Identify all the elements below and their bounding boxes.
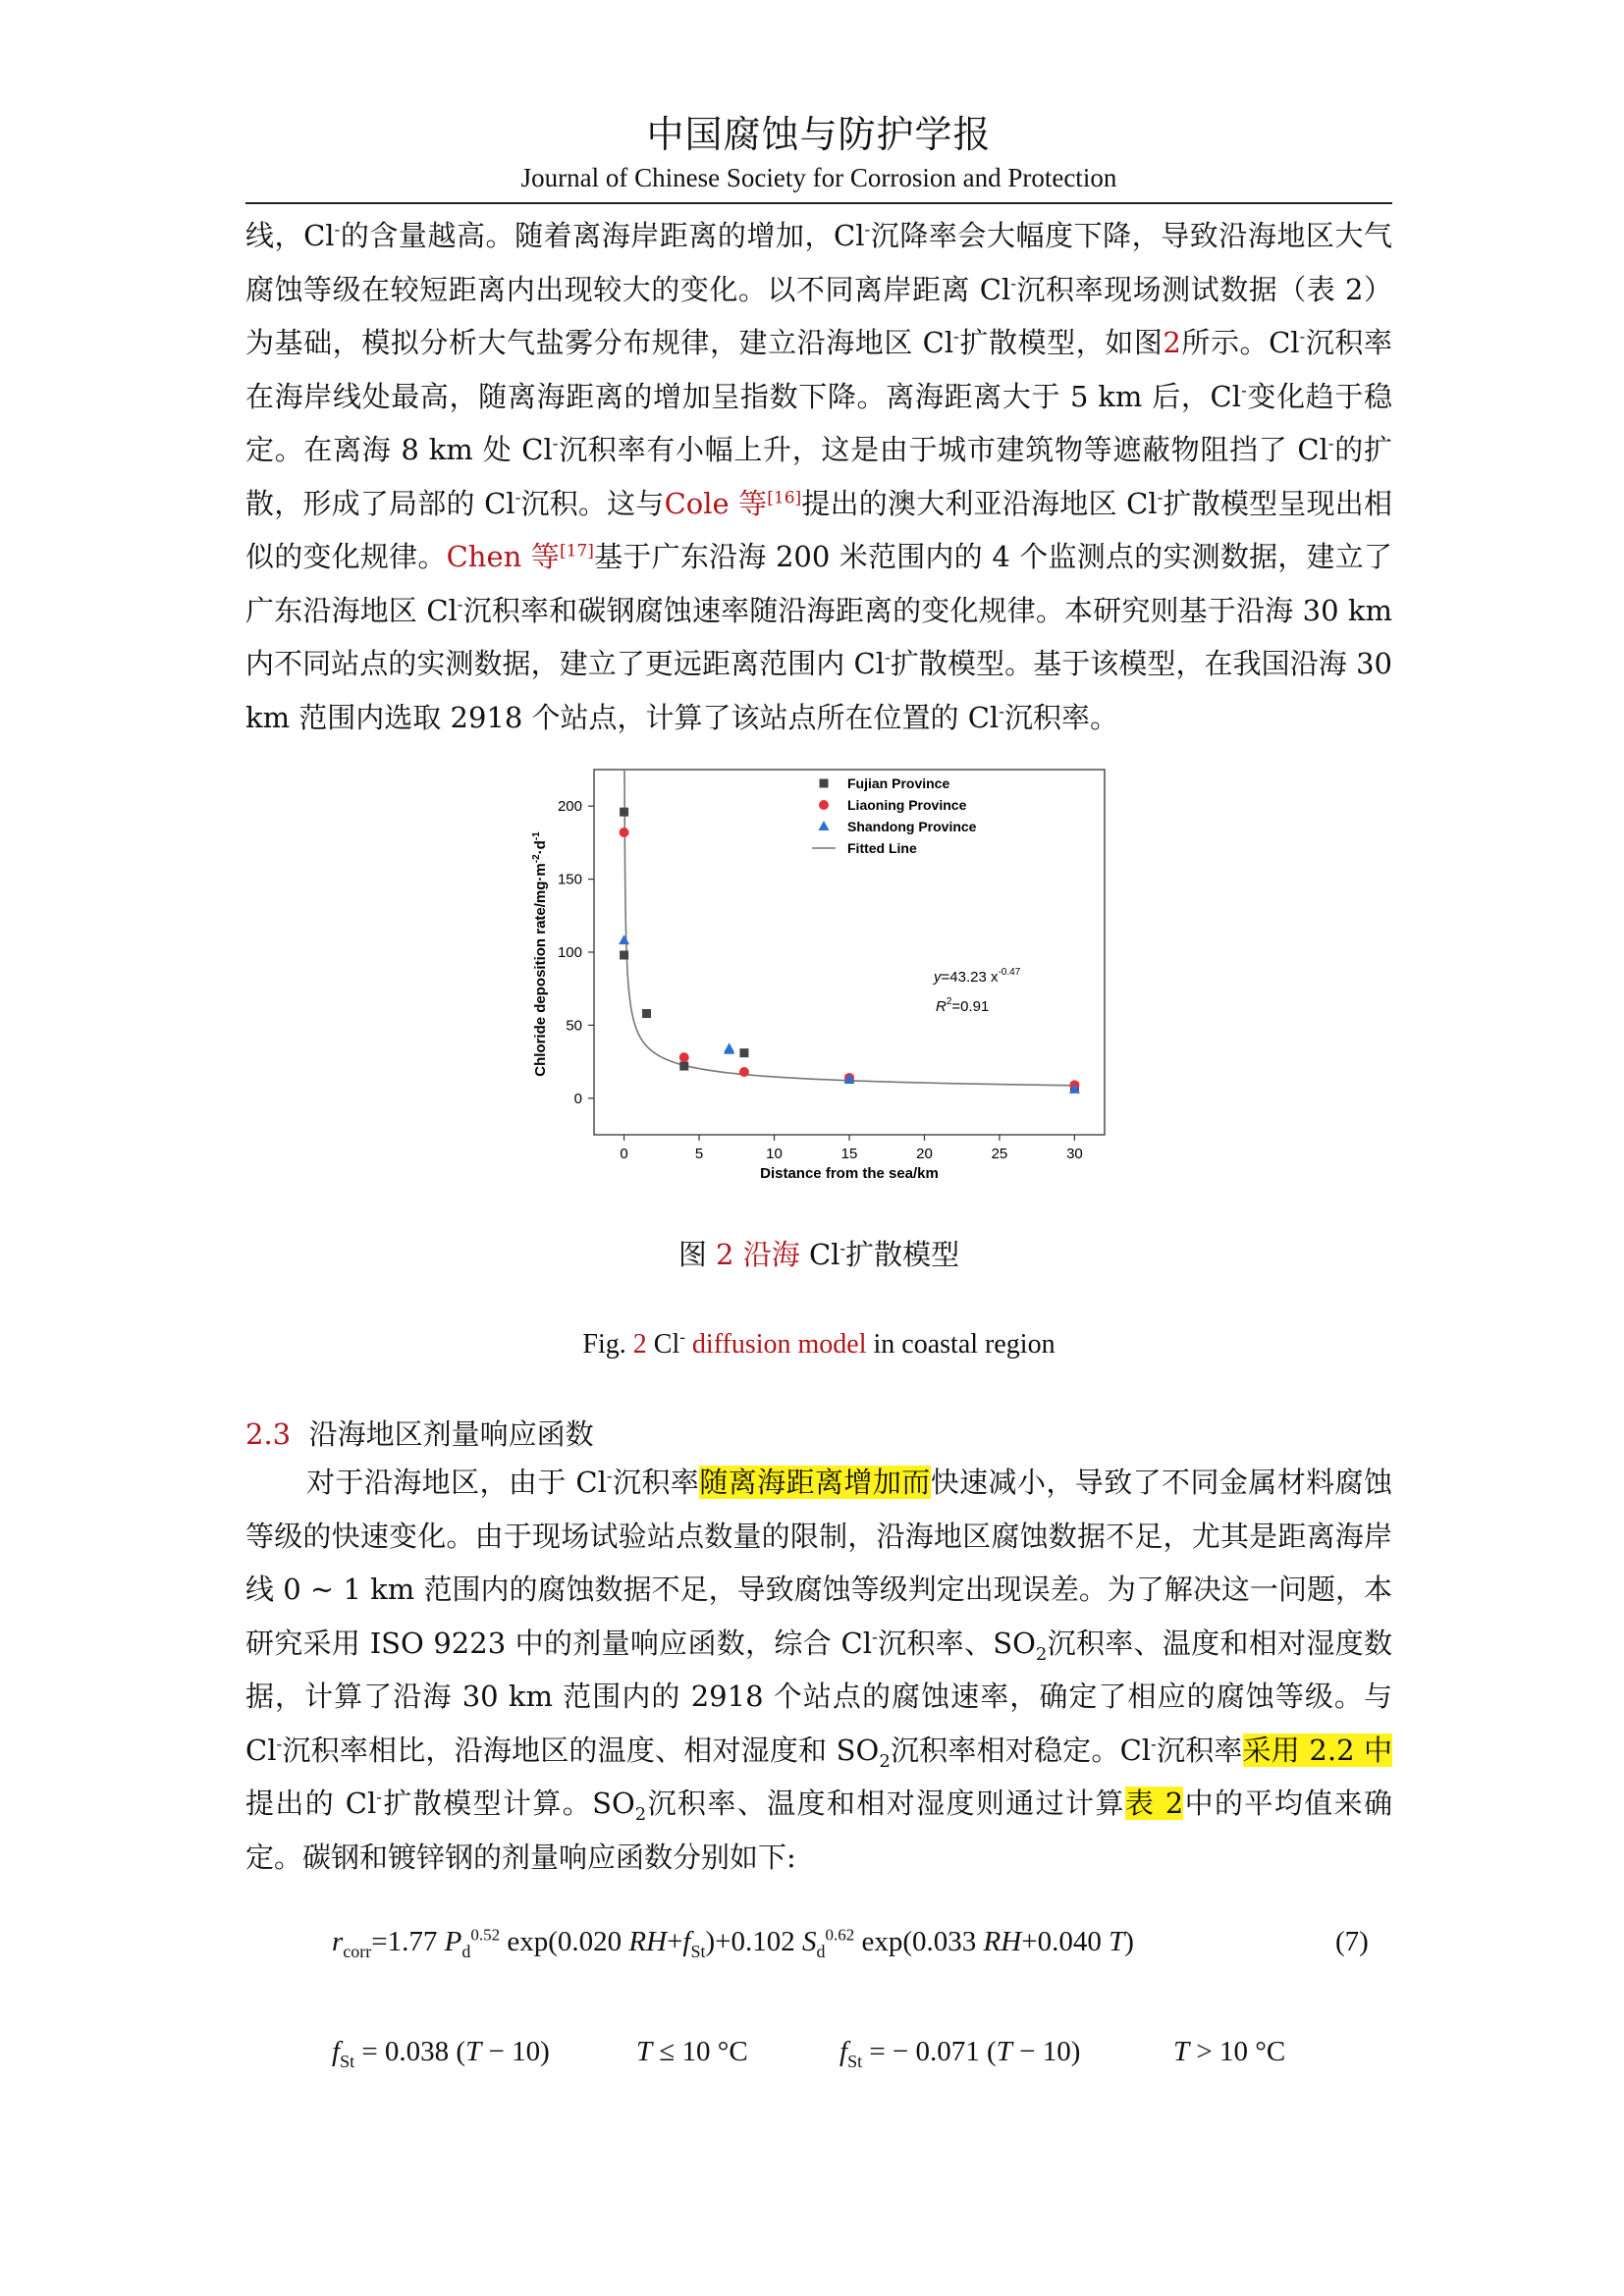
data-point-triangle bbox=[619, 934, 629, 944]
data-point-square bbox=[620, 950, 628, 959]
highlight-1: 随离海距离增加而 bbox=[699, 1466, 931, 1499]
body-paragraph-2: 对于沿海地区，由于 Cl-沉积率随离海距离增加而快速减小，导致了不同金属材料腐蚀等级的快速变化。由于现场试验站点数量的限制，沿海地区腐蚀数据不足，尤其是距离海岸线 0 ~ 1 km 范围内的腐蚀数据不足，导致腐蚀等级判定出现误差。为了解决这一问题，本研究采用 ISO 9223 中的剂量响应函数，综合 Cl-沉积率、$SO_2$沉积率、温度和相对湿度数据，计算了沿海 30 km 范围内的 2918 个站点的腐蚀速率，确定了相应的腐蚀等级。与 Cl-沉积率相比，沿海地区的温度、相对湿度和 $SO_2$沉积率相对稳定。Cl-沉积率采用 2.2 中提出的 Cl-扩散模型计算。$SO_2$沉积率、温度和相对湿度则通过计算表 2中的平均值来确定。碳钢和镀锌钢的剂量响应函数分别如下: bbox=[245, 1466, 1392, 1874]
equation-8-case-2: $f_{St}$ = − 0.071 (T − 10) bbox=[839, 2036, 1081, 2071]
y-tick-label: 0 bbox=[573, 1090, 582, 1107]
y-axis-label: Chloride deposition rate/$mg\cdot m^{-2}\cdot d^{-1}$ bbox=[531, 831, 549, 1077]
x-tick-label: 5 bbox=[694, 1146, 704, 1162]
figure-number-en[interactable]: 2 bbox=[632, 1329, 647, 1360]
figure-reference-link[interactable]: 2 bbox=[1163, 326, 1181, 359]
legend-marker-triangle bbox=[819, 821, 830, 830]
legend-label: Shandong Province bbox=[847, 819, 977, 834]
data-point-square bbox=[642, 1009, 651, 1018]
legend-label: Fujian Province bbox=[847, 775, 950, 791]
equation-8-condition-2: T > 10 °C bbox=[1173, 2036, 1286, 2067]
citation-chen[interactable]: Chen 等[17] bbox=[446, 540, 594, 573]
x-tick-label: 20 bbox=[916, 1146, 933, 1162]
x-axis-label: Distance from the sea/km bbox=[760, 1165, 939, 1182]
equation-7: $r_{corr}=1.77$ $P_d^{0.52}$ exp(0.020 $RH+f_{St})+0.102$ $S_d^{0.62}$ exp(0.033 RH+0.040 T) bbox=[332, 1925, 1134, 1961]
fit-equation: y=43.23 $x^{-0.47}$ bbox=[934, 967, 1021, 986]
data-point-triangle bbox=[724, 1044, 734, 1054]
data-point-circle bbox=[620, 828, 629, 837]
section-number: 2.3 bbox=[245, 1417, 292, 1451]
x-tick-label: 0 bbox=[620, 1146, 628, 1162]
y-tick-label: 150 bbox=[557, 871, 582, 888]
data-point-circle bbox=[739, 1067, 749, 1077]
figure-caption-cn: 图 2 沿海 Cl-扩散模型 bbox=[677, 1238, 960, 1271]
data-point-circle bbox=[679, 1052, 689, 1062]
fitted-line bbox=[624, 770, 1075, 1086]
equation-8-case-1: $f_{St} = 0.038$ (T − 10) bbox=[332, 2036, 550, 2071]
section-heading bbox=[245, 1415, 594, 1454]
body-paragraph-1: 线，Cl-的含量越高。随着离海岸距离的增加，Cl-沉降率会大幅度下降，导致沿海地区大气腐蚀等级在较短距离内出现较大的变化。以不同离岸距离 Cl-沉积率现场测试数据（表 2）为基础，模拟分析大气盐雾分布规律，建立沿海地区 Cl-扩散模型，如图2所示。Cl-沉积率在海岸线处最高，随离海距离的增加呈指数下降。离海距离大于 5 km 后，Cl-变化趋于稳定。在离海 8 km 处 Cl-沉积率有小幅上升，这是由于城市建筑物等遮蔽物阻挡了 Cl-的扩散，形成了局部的 Cl-沉积。这与Cole 等[16]提出的澳大利亚沿海地区 Cl-扩散模型呈现出相似的变化规律。Chen 等[17]基于广东沿海 200 米范围内的 4 个监测点的实测数据，建立了广东沿海地区 Cl-沉积率和碳钢腐蚀速率随沿海距离的变化规律。本研究则基于沿海 30 km 内不同站点的实测数据，建立了更远距离范围内 Cl-扩散模型。基于该模型，在我国沿海 30 km 范围内选取 2918 个站点，计算了该站点所在位置的 Cl-沉积率。 bbox=[245, 219, 1392, 734]
x-axis-ticks bbox=[620, 1135, 1082, 1162]
citation-cole[interactable]: Cole 等[16] bbox=[664, 486, 802, 520]
header-rule bbox=[245, 202, 1392, 204]
journal-title-en: Journal of Chinese Society for Corrosion and Protection bbox=[520, 163, 1117, 192]
y-tick-label: 50 bbox=[566, 1017, 582, 1035]
legend-marker-circle bbox=[819, 800, 829, 810]
data-point-square bbox=[739, 1048, 748, 1057]
y-axis-ticks bbox=[558, 798, 594, 1107]
x-tick-label: 10 bbox=[766, 1146, 783, 1162]
equation-8-condition-1: T ≤ 10 °C bbox=[636, 2036, 748, 2067]
equation-number: (7) bbox=[1335, 1926, 1369, 1957]
figure-number-cn[interactable]: 2 bbox=[716, 1238, 734, 1271]
data-point-square bbox=[679, 1062, 688, 1071]
legend-label: Fitted Line bbox=[847, 840, 917, 856]
section-title: 沿海地区剂量响应函数 bbox=[308, 1417, 594, 1451]
x-tick-label: 15 bbox=[840, 1146, 858, 1162]
data-point-square bbox=[620, 808, 628, 817]
figure-2-chart bbox=[515, 758, 1124, 1190]
figure-caption-en: Fig. 2 Cl- diffusion model in coastal region bbox=[582, 1327, 1056, 1360]
running-header bbox=[245, 110, 1392, 194]
chart-legend bbox=[812, 775, 977, 856]
x-tick-label: 25 bbox=[991, 1146, 1008, 1162]
legend-label: Liaoning Province bbox=[847, 797, 967, 813]
journal-title-cn: 中国腐蚀与防护学报 bbox=[646, 113, 992, 156]
y-tick-label: 200 bbox=[557, 798, 582, 816]
chart-svg bbox=[515, 758, 1124, 1190]
y-tick-label: 100 bbox=[557, 944, 582, 961]
highlight-3: 表 2 bbox=[1124, 1787, 1184, 1820]
r-squared: $R^2=0.91$ bbox=[936, 996, 990, 1015]
legend-marker-square bbox=[820, 779, 829, 788]
highlight-2: 采用 2.2 中 bbox=[1242, 1733, 1392, 1767]
x-tick-label: 30 bbox=[1066, 1146, 1083, 1162]
